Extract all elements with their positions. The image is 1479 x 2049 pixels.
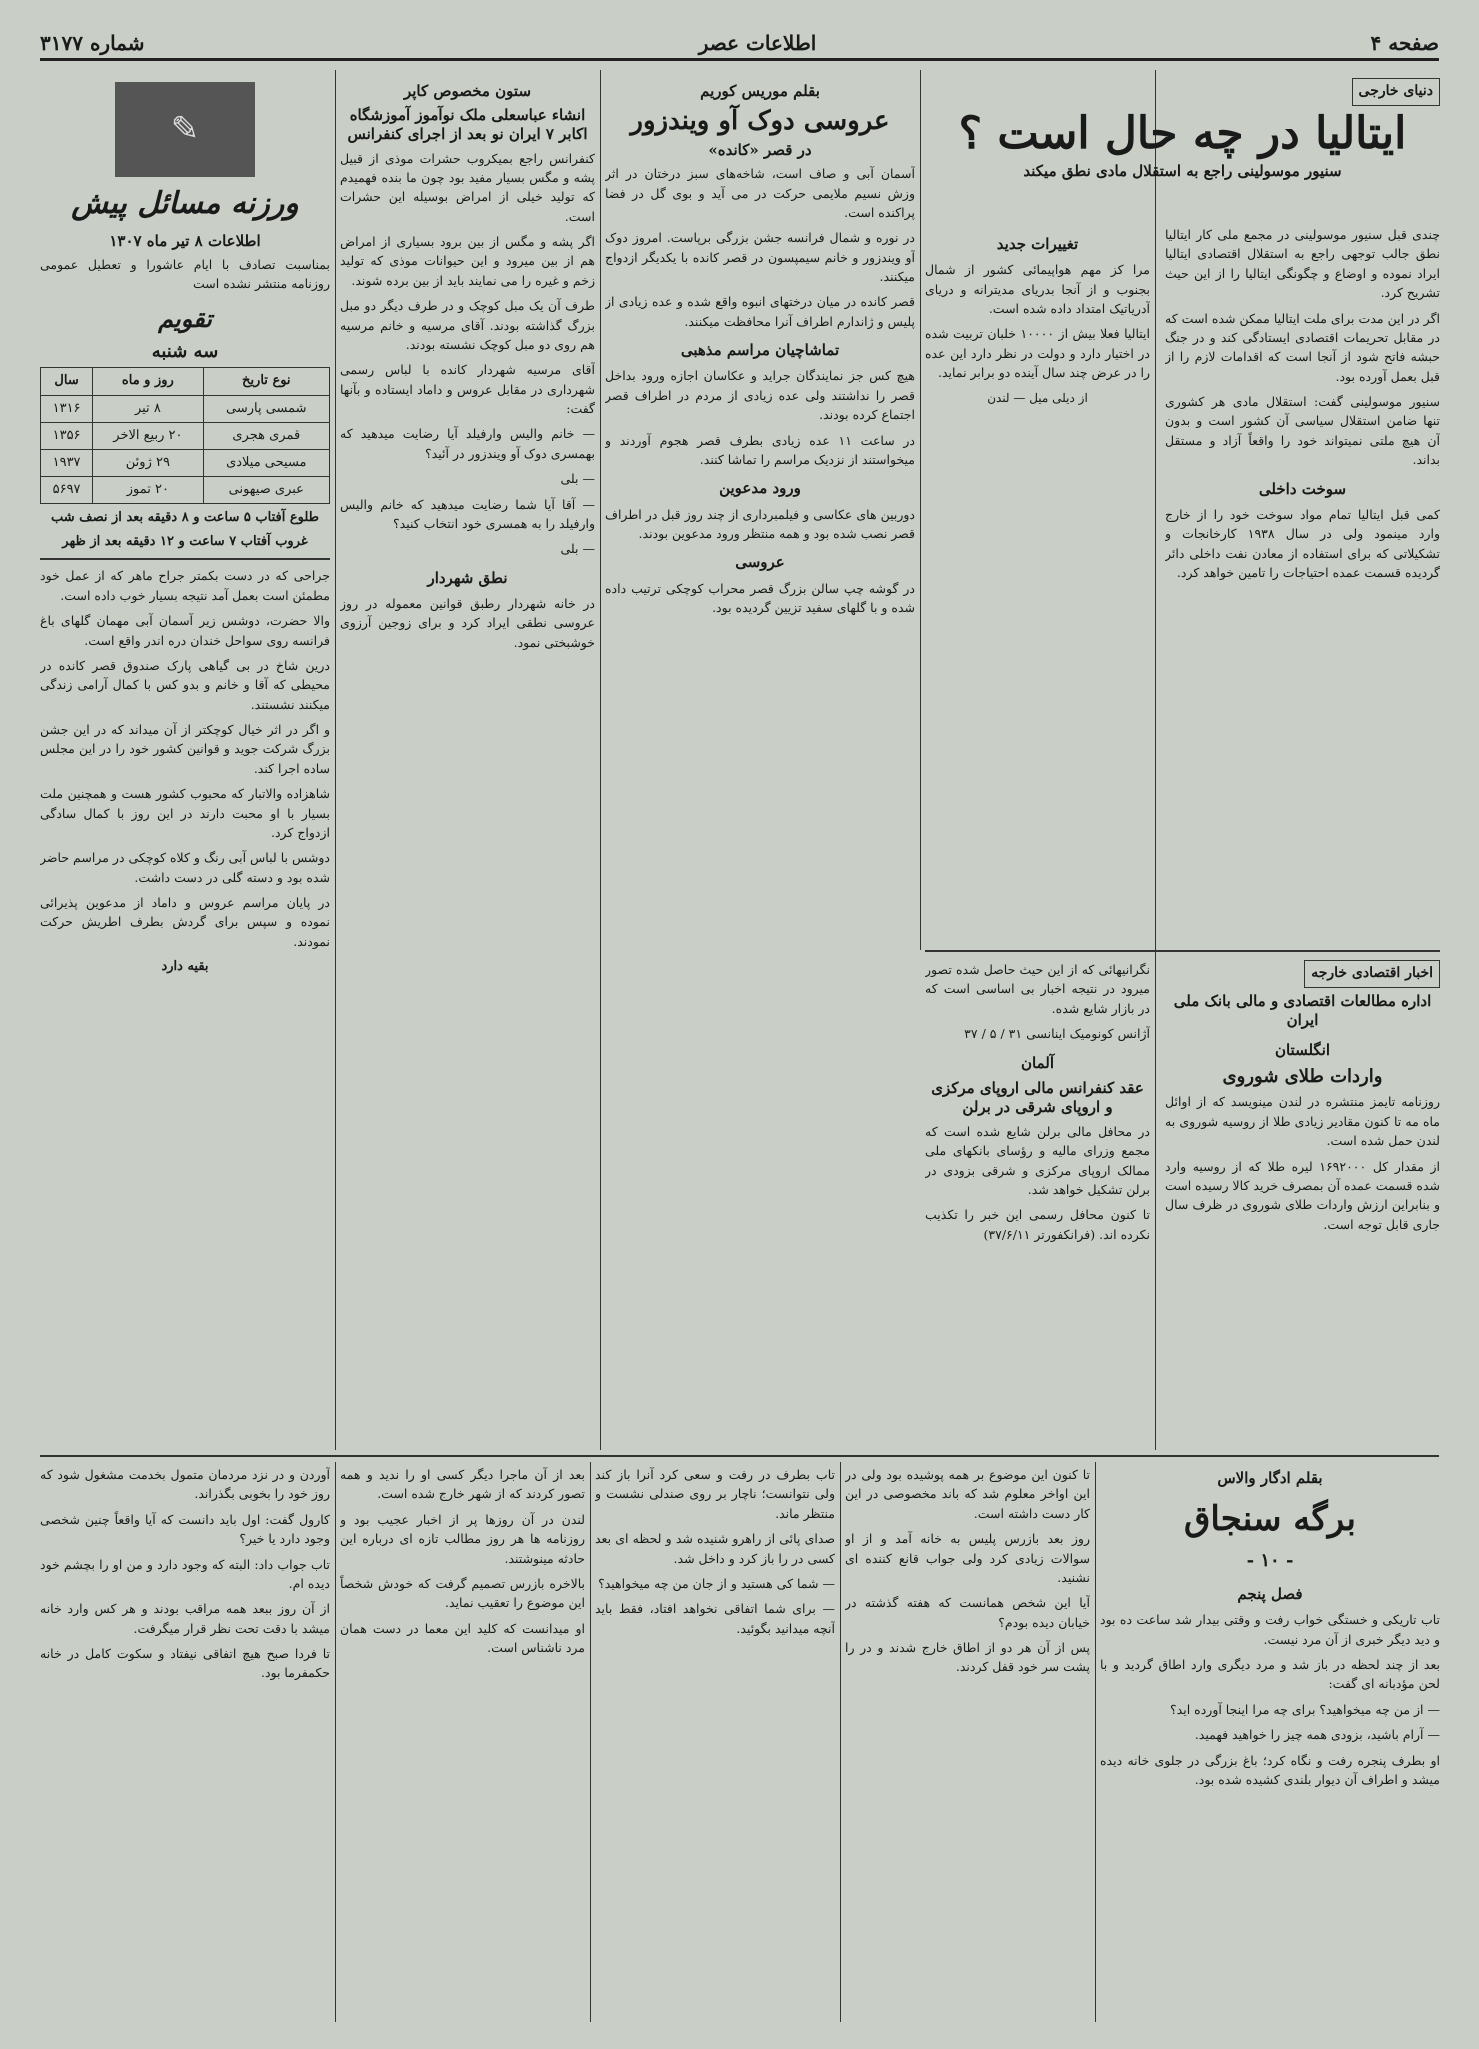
calendar-table	[40, 367, 330, 504]
byline: بقلم موریس کوریم	[700, 82, 820, 100]
paragraph: اگر در این مدت برای ملت ایتالیا ممکن شده است که در مقابل تحریمات اقتصادی ایستادگی کند و در جنگ حبشه فاتح شود از آنجا است که اقدامات لازم را از قبل بعمل آورده بود.	[1165, 310, 1440, 384]
economics-headline: واردات طلای شوروی	[1222, 1065, 1383, 1087]
paragraph: چندی قبل سنیور موسولینی در مجمع ملی کار ایتالیا نطق جالب توجهی راجع به استقلال اقتصادی ایتالیا ایراد نموده و اوضاع و چگونگی ایتالیا را از این حیث تشریح کرد.	[1165, 227, 1440, 301]
left-column	[40, 78, 330, 1448]
issue-number: شماره ۳۱۷۷	[40, 31, 145, 55]
paragraph: در محافل مالی برلن شایع شده است که مجمع وزرای مالیه و رؤسای بانکهای ملی ممالک اروپای مرکزی و شرقی بزودی در برلن تشکیل خواهد شد.	[925, 1123, 1150, 1197]
italy-subheadline: سنیور موسولینی راجع به استقلال مادی نطق میکند	[1023, 162, 1342, 181]
paragraph: تاب جواب داد: البته که وجود دارد و من او را بچشم خود دیده ام.	[40, 1556, 330, 1591]
paragraph: تا کنون محافل رسمی این خبر را تکذیب نکرده اند. (فرانکفورتر ۳۷/۶/۱۱)	[925, 1207, 1150, 1242]
paragraph: در نوره و شمال فرانسه جشن بزرگی برپاست. امروز دوک آو ویندزور و خانم سیمپسون در قصر کانده با یکدیگر ازدواج میکنند.	[605, 230, 915, 285]
table-row	[41, 422, 330, 449]
special-headline: انشاء عباسعلی ملک نوآموز آموزشگاه اکابر ۷ ایران نو بعد از اجرای کنفرانس	[347, 105, 588, 143]
paragraph: کمی قبل ایتالیا تمام مواد سوخت خود را از خارج وارد مینمود ولی در سال ۱۹۳۸ کارخانجات و تشکیلاتی که برای استفاده از معادن نفت داخلی دائر گردیده قسمت عمده احتیاجات را تامین خواهد کرد.	[1165, 506, 1440, 580]
subhead: نطق شهردار	[427, 568, 508, 587]
calendar-cell: ۵۶۹۷	[41, 477, 93, 504]
paragraph: تا فردا صبح هیچ اتفاقی نیفتاد و سکوت کامل در خانه حکمفرما بود.	[40, 1646, 330, 1681]
paragraph: در گوشه چپ سالن بزرگ قصر محراب کوچکی ترتیب داده شده و با گلهای سفید تزیین گردیده بود.	[605, 580, 915, 615]
paragraph: درین شاخ در بی گیاهی پارک صندوق قصر کانده در محیطی که آقا و خانم و بدو کس با کمال آرامی زندگی میکنند نشستند.	[40, 657, 330, 712]
paragraph: از آن روز ببعد همه مراقب بودند و هر کس وارد خانه میشد با دقت تحت نظر قرار میگرفت.	[40, 1601, 330, 1636]
subhead: عروسی	[735, 553, 785, 572]
paragraph: در ساعت ۱۱ عده زیادی بطرف قصر هجوم آوردند و میخواستند از نزدیک مراسم را تماشا کنند.	[605, 432, 915, 467]
economics-tag: اخبار اقتصادی خارجه	[1304, 960, 1440, 988]
table-row	[41, 477, 330, 504]
illustration: ✎	[115, 82, 255, 177]
paragraph: تا کنون این موضوع بر همه پوشیده بود ولی در این اواخر معلوم شد که باند مخصوصی در این کار دست داشته است.	[845, 1467, 1090, 1521]
paragraph: بالاخره بازرس تصمیم گرفت که خودش شخصاً این موضوع را تعقیب نماید.	[340, 1575, 585, 1611]
page-number: صفحه ۴	[1370, 31, 1439, 55]
paragraph: — برای شما اتفاقی نخواهد افتاد، فقط باید آنچه میدانید بگوئید.	[595, 1601, 835, 1636]
paragraph: جراحی که در دست بکمتر جراح ماهر که از عمل خود مطمئن است بعمل آمد نتیجه بسیار خوب داده است.	[40, 568, 330, 603]
calendar-header: سال	[41, 368, 93, 395]
calendar-cell: ۲۹ ژوئن	[93, 449, 203, 476]
paragraph: سنیور موسولینی گفت: استقلال مادی هر کشوری تنها ضامن استقلال سیاسی آن کشور است و بدون آن هیچ ملتی نمیتواند خود را واقعاً آزاد و مستقل بداند.	[1165, 394, 1440, 468]
italy-headline: ایتالیا در چه حال است ؟	[958, 107, 1407, 159]
source-line: از دیلی میل — لندن	[987, 390, 1088, 405]
column-rule	[335, 70, 336, 1450]
economics-article	[1165, 960, 1440, 1445]
paragraph: والا حضرت، دوشس زیر آسمان آبی مهمان گلهای باغ فرانسه روی سواحل خندان دره اندر واقع است.	[40, 613, 330, 648]
byline: بقلم ادگار والاس	[1217, 1469, 1323, 1487]
paragraph: طرف آن یک مبل کوچک و در طرف دیگر دو مبل بزرگ گذاشته بودند. آقای مرسیه و خانم مرسیه هم روی دو مبل کوچک نشسته بودند.	[340, 298, 595, 352]
germany-article	[925, 960, 1150, 1445]
subhead: تماشاچیان مراسم مذهبی	[680, 341, 840, 360]
paragraph: تاب تاریکی و خستگی خواب رفت و وقتی بیدار شد ساعت ده بود و دید دیگر خبری از آن مرد نیست.	[1100, 1612, 1440, 1647]
paragraph: آیا این شخص همانست که هفته گذشته در خیابان دیده بودم؟	[845, 1595, 1090, 1630]
serial-column-5	[40, 1465, 330, 2025]
column-rule	[840, 1462, 841, 2022]
italy-column-2	[925, 225, 1150, 945]
calendar-cell: قمری هجری	[203, 422, 329, 449]
episode-number: - ۱۰ -	[1246, 1550, 1294, 1572]
calendar-title: تقویم	[158, 303, 212, 333]
paragraph: مرا کز مهم هواپیمائی کشور از شمال بجنوب و از آنجا بدریای مدیترانه و دریای آدریاتیک امتداد داده شده است.	[925, 262, 1150, 316]
calendar-cell: ۱۳۵۶	[41, 422, 93, 449]
paragraph: قصر کانده در میان درختهای انبوه واقع شده و عده زیادی از پلیس و ژاندارم اطراف آنرا محافظت میکنند.	[605, 294, 915, 329]
calendar-cell: عبری صیهونی	[203, 477, 329, 504]
calendar-header: روز و ماه	[93, 368, 203, 395]
paragraph: هیچ کس جز نمایندگان جراید و عکاسان اجازه ورود بداخل قصر را نداشتند ولی عده زیادی از مردم در اطراف قصر اجتماع کرده بودند.	[605, 368, 915, 423]
paragraph: روز بعد بازرس پلیس به خانه آمد و از او سوالات زیادی کرد ولی جواب قانع کننده ای نشنید.	[845, 1531, 1090, 1585]
calendar-cell: ۱۹۳۷	[41, 449, 93, 476]
continued-note: بقیه دارد	[161, 959, 209, 975]
paragraph: نگرانیهائی که از این حیث حاصل شده تصور میرود در نتیجه اخبار بی اساسی است که در بازار شایع شده.	[925, 962, 1150, 1016]
paragraph: — شما کی هستید و از جان من چه میخواهید؟	[598, 1575, 835, 1591]
serial-label: ورزنه مسائل پیش	[71, 186, 299, 221]
subhead: ورود مدعوین	[719, 479, 801, 498]
serial-column-4	[340, 1465, 585, 2025]
calendar-header: نوع تاریخ	[203, 368, 329, 395]
paper-name: اطلاعات عصر	[698, 31, 817, 55]
paragraph: کنفرانس راجع بمیکروب حشرات موذی از قبیل پشه و مگس بسیار مفید بود چون ما بنده فهمیدم که تولید خیلی از امراض بوسیله این حشرات است.	[340, 150, 595, 224]
paragraph: در خانه شهردار رطبق قوانین معموله در روز عروسی نطقی ایراد کرد و برای زوجین آرزوی خوشبختی نمود.	[340, 595, 595, 650]
serial-headline: برگه سنجاق	[1184, 1498, 1356, 1539]
paragraph: آوردن و در نزد مردمان متمول بخدمت مشغول شود که روز خود را بخوبی بگذراند.	[40, 1467, 330, 1502]
notice: بمناسبت تصادف با ایام عاشورا و تعطیل عمومی روزنامه منتشر نشده است	[40, 257, 330, 292]
paragraph: تاب بطرف در رفت و سعی کرد آنرا باز کند ولی نتوانست؛ ناچار بر روی صندلی نشست و منتظر ماند.	[595, 1467, 835, 1521]
paragraph: شاهزاده والاتبار که محبوب کشور هست و همچنین ملت بسیار با او محبت دارند در این روز با کمال سادگی ازدواج کرد.	[40, 786, 330, 840]
paragraph: لندن در آن روزها پر از اخبار عجیب بود و روزنامه ها هر روز مطالب تازه ای درباره این حادثه مینوشتند.	[340, 1511, 585, 1566]
paragraph: دوشس با لباس آبی رنگ و کلاه کوچکی در مراسم حاضر شده بود و دسته گلی در دست داشت.	[40, 850, 330, 885]
table-row	[41, 449, 330, 476]
paragraph: او میدانست که کلید این معما در دست همان مرد ناشناس است.	[340, 1620, 585, 1655]
wedding-headline: عروسی دوک آو ویندزور	[630, 105, 890, 136]
section-rule	[925, 950, 1440, 952]
serial-column-3	[595, 1465, 835, 2025]
paragraph: روزنامه تایمز منتشره در لندن مینویسد که از اوائل ماه مه تا کنون مقادیر زیادی طلا از روسیه شوروی به لندن حمل شده است.	[1165, 1094, 1440, 1149]
calendar-cell: ۱۳۱۶	[41, 395, 93, 422]
chapter-title: فصل پنجم	[1237, 1585, 1303, 1604]
section-rule	[40, 1455, 1439, 1457]
source-line: آژانس کونومیک اینانسی ۳۱ / ۵ / ۳۷	[964, 1026, 1150, 1042]
serial-column-2	[845, 1465, 1090, 2025]
paragraph: اگر پشه و مگس از بین برود بسیاری از امراض هم از بین میرود و این حیوانات موذی که تولید زخم و غیره را می نمایند باید از بین برده شوند.	[340, 234, 595, 288]
wedding-article	[605, 78, 915, 1448]
column-rule	[1095, 1462, 1096, 2022]
column-rule	[600, 70, 601, 1450]
paragraph: پس از آن هر دو از اطاق خارج شدند و در را پشت سر خود قفل کردند.	[845, 1640, 1090, 1675]
paragraph: — بلی	[560, 541, 595, 557]
wedding-subtitle: در قصر «کانده»	[708, 140, 812, 159]
paragraph: — بلی	[560, 471, 595, 487]
paragraph: — آرام باشید، بزودی همه چیز را خواهید فهمید.	[1194, 1727, 1440, 1743]
weekday: سه شنبه	[151, 340, 219, 362]
paragraph: کارول گفت: اول باید دانست که آیا واقعاً چنین شخصی وجود دارد یا خیر؟	[40, 1511, 330, 1547]
subhead: سوخت داخلی	[1258, 479, 1347, 498]
paragraph: بعد از آن ماجرا دیگر کسی او را ندید و همه تصور کردند که از شهر خارج شده است.	[340, 1467, 585, 1502]
calendar-cell: ۲۰ تموز	[93, 477, 203, 504]
column-rule	[335, 1462, 336, 2022]
paragraph: بعد از چند لحظه در باز شد و مرد دیگری وارد اطاق گردید و با لحن مؤدبانه ای گفت:	[1100, 1657, 1440, 1692]
germany-headline: عقد کنفرانس مالی اروپای مرکزی و اروپای شرقی در برلن	[931, 1078, 1144, 1117]
paragraph: آسمان آبی و صاف است، شاخه‌های سبز درختان در اثر وزش نسیم ملایمی حرکت در می آید و بوی گل در فضا پراکنده است.	[605, 166, 915, 220]
economics-box-title: اداره مطالعات اقتصادی و مالی بانک ملی ایران	[1173, 991, 1432, 1030]
sunset: غروب آفتاب ۷ ساعت و ۱۲ دقیقه بعد از ظهر	[62, 534, 308, 550]
special-column	[340, 78, 595, 1448]
calendar-cell: ۲۰ ربیع الاخر	[93, 422, 203, 449]
date-line: اطلاعات ۸ تیر ماه ۱۳۰۷	[109, 231, 261, 250]
paragraph: — آقا آیا شما رضایت میدهید که خانم والیس وارفیلد را به همسری خود انتخاب کنید؟	[340, 496, 595, 531]
country-label: انگلستان	[1274, 1040, 1331, 1059]
column-tag: ستون مخصوص کاپر	[403, 82, 532, 100]
column-rule	[920, 70, 921, 950]
paragraph: از مقدار کل ۱۶۹۲۰۰۰ لیره طلا که از روسیه وارد شده قسمت عمده آن بمصرف خرید کالا رسیده است و بنابراین ارزش واردات طلای شوروی در ظرف سال جاری قابل توجه است.	[1165, 1158, 1440, 1232]
paragraph: — از من چه میخواهید؟ برای چه مرا اینجا آورده اید؟	[1170, 1701, 1440, 1717]
paragraph: او بطرف پنجره رفت و نگاه کرد؛ باغ بزرگی در جلوی خانه دیده میشد و اطراف آن دیوار بلندی کشیده شده بود.	[1100, 1752, 1440, 1787]
serial-column-1	[1100, 1465, 1440, 2025]
paragraph: آقای مرسیه شهردار کانده با لباس رسمی شهرداری در مقابل عروس و داماد ایستاده و بآنها گفت:	[340, 362, 595, 416]
masthead	[40, 28, 1439, 61]
paragraph: در پایان مراسم عروس و داماد از مدعوین پذیرائی نموده و سپس برای گردش بطرف اطریش حرکت نمودند.	[40, 895, 330, 949]
paragraph: — خانم والیس وارفیلد آیا رضایت میدهید که بهمسری دوک آو ویندزور در آئید؟	[340, 426, 595, 461]
calendar-cell: مسیحی میلادی	[203, 449, 329, 476]
paragraph: صدای پائی از راهرو شنیده شد و لحظه ای بعد کسی در را باز کرد و داخل شد.	[595, 1531, 835, 1566]
country-label: آلمان	[1021, 1053, 1054, 1072]
column-rule	[590, 1462, 591, 2022]
table-row	[41, 395, 330, 422]
section-tag: دنیای خارجی	[1352, 78, 1440, 106]
calendar-cell: شمسی پارسی	[203, 395, 329, 422]
paragraph: ایتالیا فعلا بیش از ۱۰۰۰۰ خلبان تربیت شده در اختیار دارد و دولت در نظر دارد این عده را در عرض چند سال آینده دو برابر نماید.	[925, 326, 1150, 381]
paragraph: دوربین های عکاسی و فیلمبرداری از چند روز قبل در اطراف قصر نصب شده بود و همه منتظر ورود مدعوین بودند.	[605, 506, 915, 541]
subhead: تغییرات جدید	[996, 235, 1079, 253]
calendar-cell: ۸ تیر	[93, 395, 203, 422]
sunrise: طلوع آفتاب ۵ ساعت و ۸ دقیقه بعد از نصف شب	[50, 510, 320, 526]
paragraph: و اگر در اثر خیال کوچکتر از آن میداند که در این جشن بزرگ شرکت جوید و قوانین کشور خود را در این مجلس ساده اجرا کند.	[40, 722, 330, 776]
